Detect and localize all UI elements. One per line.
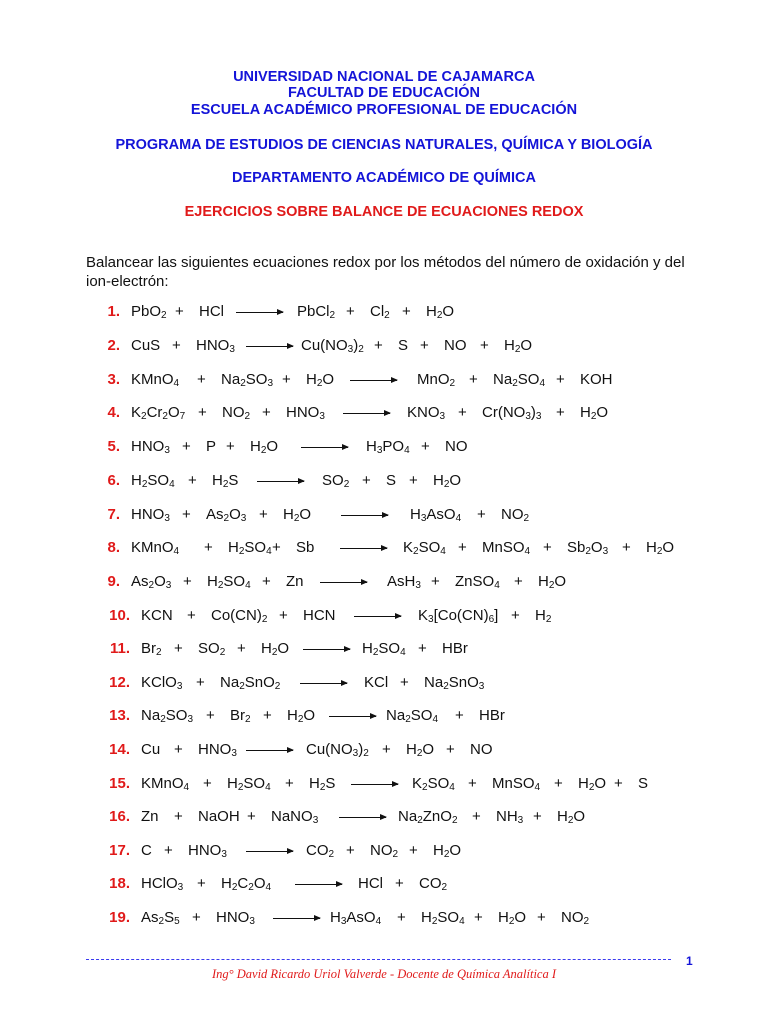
product: $NO_2$ [370, 842, 399, 860]
reactant: $SO_2$ [198, 640, 226, 658]
product: MnO$_2$ [417, 371, 456, 389]
plus-sign: + [204, 539, 213, 556]
reaction-arrow-icon [350, 380, 397, 381]
reactant: C [141, 842, 152, 859]
product: $H_2O$ [557, 808, 586, 826]
reactant: $H_2SO_4$ [131, 472, 175, 490]
plus-sign: + [282, 371, 291, 388]
plus-sign: + [474, 909, 483, 926]
exercise-row [0, 539, 768, 561]
plus-sign: + [374, 337, 383, 354]
plus-sign: + [197, 875, 206, 892]
instructions: Balancear las siguientes ecuaciones redox por los métodos del número de oxidación y del ion-electrón: [86, 254, 685, 290]
reaction-arrow-icon [236, 312, 283, 313]
reaction-arrow-icon [300, 683, 347, 684]
reaction-arrow-icon [273, 918, 320, 919]
reaction-arrow-icon [340, 548, 387, 549]
reactant: Cu [141, 741, 161, 758]
plus-sign: + [203, 775, 212, 792]
plus-sign: + [395, 875, 404, 892]
product: KCl [364, 674, 389, 691]
product: $H_3AsO_4$ [330, 909, 382, 927]
plus-sign: + [188, 472, 197, 489]
reactant: $Br_2$ [230, 707, 251, 725]
reactant: $H_2S$ [309, 775, 336, 793]
reaction-arrow-icon [351, 784, 398, 785]
reaction-arrow-icon [320, 582, 367, 583]
reactant: HClO$_3$ [141, 875, 184, 893]
plus-sign: + [197, 371, 206, 388]
plus-sign: + [362, 472, 371, 489]
exercise-row [0, 404, 768, 426]
reactant: $Co(CN)_2$ [211, 607, 268, 625]
plus-sign: + [346, 303, 355, 320]
plus-sign: + [431, 573, 440, 590]
product: $H_2SO_4$ [421, 909, 465, 927]
reaction-arrow-icon [303, 649, 350, 650]
reactant: $As_2O_3$ [131, 573, 172, 591]
plus-sign: + [346, 842, 355, 859]
product: $H_2O$ [433, 842, 462, 860]
product: $CO_2$ [419, 875, 448, 893]
product: $K_2SO_4$ [412, 775, 455, 793]
product: $Cu(NO_3)_2$ [306, 741, 369, 759]
exercise-number: 5. [107, 438, 120, 455]
product: $H_2O$ [504, 337, 533, 355]
plus-sign: + [164, 842, 173, 859]
plus-sign: + [174, 808, 183, 825]
product: $H_2$ [535, 607, 552, 625]
reactant: $H_2O$ [261, 640, 290, 658]
product: $Na_2SO_4$ [386, 707, 438, 725]
product: S [398, 337, 409, 354]
exercise-row [0, 741, 768, 763]
exercise-row [0, 707, 768, 729]
reactant: $Br_2$ [141, 640, 162, 658]
reactant: PbO$_2$ [131, 303, 167, 321]
reactant: $HNO_3$ [131, 506, 170, 524]
plus-sign: + [477, 506, 486, 523]
reactant: KClO$_3$ [141, 674, 183, 692]
reaction-arrow-icon [339, 817, 386, 818]
product: $Na_2SO_4$ [493, 371, 545, 389]
product: KOH [580, 371, 613, 388]
exercise-number: 13. [109, 707, 130, 724]
product: HBr [442, 640, 468, 657]
product: MnSO$_4$ [482, 539, 531, 557]
reactant: $H_2O$ [283, 506, 312, 524]
plus-sign: + [183, 573, 192, 590]
reactant: KMnO$_4$ [131, 539, 180, 557]
exercise-row [0, 438, 768, 460]
exercise-row [0, 640, 768, 662]
plus-sign: + [172, 337, 181, 354]
faculty-name: FACULTAD DE EDUCACIÓN [288, 85, 480, 101]
product: HBr [479, 707, 505, 724]
product: $H_2O$ [426, 303, 455, 321]
product: NO [445, 438, 468, 455]
product: $NH_3$ [496, 808, 524, 826]
product: $Na_2SnO_3$ [424, 674, 485, 692]
plus-sign: + [187, 607, 196, 624]
exercise-number: 1. [107, 303, 120, 320]
exercise-number: 12. [109, 674, 130, 691]
plus-sign: + [259, 506, 268, 523]
school-name: ESCUELA ACADÉMICO PROFESIONAL DE EDUCACIÓN [190, 102, 578, 118]
reactant: $K_2Cr_2O_7$ [131, 404, 186, 422]
plus-sign: + [272, 539, 281, 556]
product: $K_2SO_4$ [403, 539, 446, 557]
plus-sign: + [458, 404, 467, 421]
exercise-row [0, 808, 768, 830]
reactant: P [206, 438, 217, 455]
reactant: KCN [141, 607, 173, 624]
reactant: $H_2SO_4$ [227, 775, 271, 793]
plus-sign: + [554, 775, 563, 792]
plus-sign: + [182, 506, 191, 523]
product: $Na_2ZnO_2$ [398, 808, 458, 826]
plus-sign: + [285, 775, 294, 792]
exercise-row [0, 573, 768, 595]
plus-sign: + [409, 842, 418, 859]
plus-sign: + [382, 741, 391, 758]
reactant: $HNO_3$ [188, 842, 227, 860]
plus-sign: + [192, 909, 201, 926]
reactant: HCN [303, 607, 336, 624]
product: S [638, 775, 649, 792]
product: $H_2O$ [498, 909, 527, 927]
exercise-row [0, 909, 768, 931]
plus-sign: + [556, 371, 565, 388]
plus-sign: + [556, 404, 565, 421]
reactant: NaNO$_3$ [271, 808, 319, 826]
reactant: $As_2O_3$ [206, 506, 247, 524]
plus-sign: + [262, 404, 271, 421]
plus-sign: + [472, 808, 481, 825]
product: $NO_2$ [561, 909, 590, 927]
department-name: DEPARTAMENTO ACADÉMICO DE QUÍMICA [232, 170, 536, 186]
product: $Sb_2O_3$ [567, 539, 609, 557]
product: ZnSO$_4$ [455, 573, 500, 591]
footer-author: Ing° David Ricardo Uriol Valverde - Docente de Química Analítica I [211, 967, 557, 981]
reactant: HCl [199, 303, 224, 320]
exercise-number: 8. [107, 539, 120, 556]
product: MnSO$_4$ [492, 775, 541, 793]
reaction-arrow-icon [301, 447, 348, 448]
reactant: $H_2SO_4$ [228, 539, 272, 557]
plus-sign: + [237, 640, 246, 657]
reactant: $HNO_3$ [131, 438, 170, 456]
plus-sign: + [455, 707, 464, 724]
plus-sign: + [397, 909, 406, 926]
plus-sign: + [468, 775, 477, 792]
reactant: Zn [141, 808, 159, 825]
product: $KNO_3$ [407, 404, 446, 422]
plus-sign: + [279, 607, 288, 624]
product: $Cl_2$ [370, 303, 390, 321]
footer-divider [86, 959, 671, 960]
reaction-arrow-icon [341, 515, 388, 516]
exercise-number: 18. [109, 875, 130, 892]
reaction-arrow-icon [354, 616, 401, 617]
plus-sign: + [206, 707, 215, 724]
exercise-number: 14. [109, 741, 130, 758]
product: $K_3[Co(CN)_6]$ [418, 607, 499, 625]
reaction-arrow-icon [329, 716, 376, 717]
product: $SO_2$ [322, 472, 350, 490]
reactant: Zn [286, 573, 304, 590]
reactant: CuS [131, 337, 161, 354]
plus-sign: + [196, 674, 205, 691]
product: $H_2SO_4$ [362, 640, 406, 658]
plus-sign: + [262, 573, 271, 590]
plus-sign: + [622, 539, 631, 556]
product: HCl [358, 875, 383, 892]
plus-sign: + [198, 404, 207, 421]
plus-sign: + [469, 371, 478, 388]
product: NO [470, 741, 493, 758]
exercise-number: 3. [107, 371, 120, 388]
product: $H_2O$ [578, 775, 607, 793]
product: $Cr(NO_3)_3$ [482, 404, 542, 422]
reaction-arrow-icon [257, 481, 304, 482]
plus-sign: + [421, 438, 430, 455]
reactant: $HNO_3$ [198, 741, 237, 759]
exercise-row [0, 674, 768, 696]
exercise-number: 10. [109, 607, 130, 624]
reaction-arrow-icon [246, 750, 293, 751]
reactant: $Na_2SO_3$ [221, 371, 273, 389]
exercise-row [0, 303, 768, 325]
product: NO [444, 337, 467, 354]
exercise-row [0, 371, 768, 393]
product: $H_3PO_4$ [366, 438, 410, 456]
exercise-row [0, 875, 768, 897]
plus-sign: + [514, 573, 523, 590]
exercise-row [0, 607, 768, 629]
plus-sign: + [458, 539, 467, 556]
exercise-number: 6. [107, 472, 120, 489]
exercise-number: 9. [107, 573, 120, 590]
reactant: $Na_2SO_3$ [141, 707, 193, 725]
plus-sign: + [174, 640, 183, 657]
plus-sign: + [614, 775, 623, 792]
product: $H_3AsO_4$ [410, 506, 462, 524]
exercise-number: 4. [107, 404, 120, 421]
document-title: EJERCICIOS SOBRE BALANCE DE ECUACIONES REDOX [184, 204, 584, 220]
exercise-row [0, 775, 768, 797]
reactant: $HNO_3$ [286, 404, 325, 422]
plus-sign: + [418, 640, 427, 657]
plus-sign: + [446, 741, 455, 758]
exercise-row [0, 472, 768, 494]
reactant: $H_2C_2O_4$ [221, 875, 272, 893]
exercise-number: 11. [109, 640, 130, 657]
product: $Cu(NO_3)_2$ [301, 337, 364, 355]
exercise-number: 16. [109, 808, 130, 825]
reactant: $H_2S$ [212, 472, 239, 490]
plus-sign: + [174, 741, 183, 758]
product: AsH$_3$ [387, 573, 421, 591]
exercise-number: 7. [107, 506, 120, 523]
reactant: NaOH [198, 808, 240, 825]
exercise-number: 19. [109, 909, 130, 926]
plus-sign: + [400, 674, 409, 691]
product: $H_2O$ [433, 472, 462, 490]
plus-sign: + [409, 472, 418, 489]
plus-sign: + [175, 303, 184, 320]
product: $NO_2$ [501, 506, 530, 524]
product: $H_2O$ [538, 573, 567, 591]
reactant: $NO_2$ [222, 404, 251, 422]
product: S [386, 472, 397, 489]
reaction-arrow-icon [343, 413, 390, 414]
plus-sign: + [263, 707, 272, 724]
reactant: $As_2S_5$ [141, 909, 180, 927]
reaction-arrow-icon [246, 346, 293, 347]
plus-sign: + [420, 337, 429, 354]
plus-sign: + [247, 808, 256, 825]
reactant: $H_2O$ [250, 438, 279, 456]
page-number: 1 [686, 954, 693, 968]
exercise-row [0, 337, 768, 359]
reactant: $HNO_3$ [216, 909, 255, 927]
plus-sign: + [533, 808, 542, 825]
product: $H_2O$ [646, 539, 675, 557]
exercise-row [0, 506, 768, 528]
product: PbCl$_2$ [297, 303, 336, 321]
reaction-arrow-icon [246, 851, 293, 852]
reactant: $Na_2SnO_2$ [220, 674, 281, 692]
exercise-row [0, 842, 768, 864]
plus-sign: + [402, 303, 411, 320]
plus-sign: + [480, 337, 489, 354]
exercise-number: 15. [109, 775, 130, 792]
plus-sign: + [537, 909, 546, 926]
reactant: KMnO$_4$ [141, 775, 190, 793]
program-name: PROGRAMA DE ESTUDIOS DE CIENCIAS NATURALES, QUÍMICA Y BIOLOGÍA [115, 137, 653, 153]
plus-sign: + [182, 438, 191, 455]
product: $H_2O$ [406, 741, 435, 759]
reaction-arrow-icon [295, 884, 342, 885]
reactant: $H_2O$ [287, 707, 316, 725]
plus-sign: + [226, 438, 235, 455]
reactant: $HNO_3$ [196, 337, 235, 355]
reactant: KMnO$_4$ [131, 371, 180, 389]
reactant: $H_2SO_4$ [207, 573, 251, 591]
reactant: Sb [296, 539, 315, 556]
exercise-number: 17. [109, 842, 130, 859]
university-name: UNIVERSIDAD NACIONAL DE CAJAMARCA [233, 69, 535, 85]
plus-sign: + [543, 539, 552, 556]
plus-sign: + [511, 607, 520, 624]
reactant: $H_2O$ [306, 371, 335, 389]
product: $CO_2$ [306, 842, 335, 860]
exercise-number: 2. [107, 337, 120, 354]
product: $H_2O$ [580, 404, 609, 422]
